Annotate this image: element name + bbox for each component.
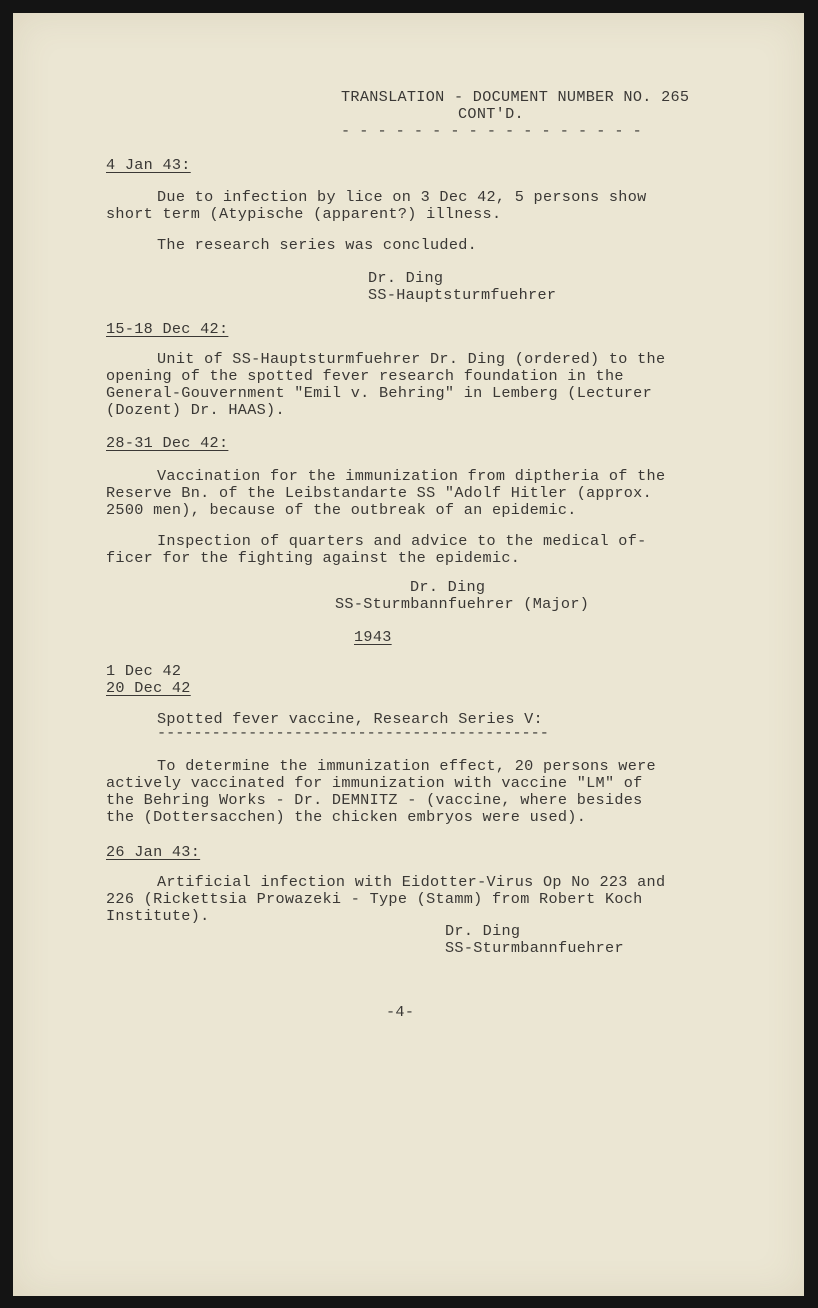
entry-text-line: General-Gouvernment "Emil v. Behring" in Lemberg (Lecturer (106, 384, 653, 402)
series-heading-rule: ------------------------------------------- (157, 724, 549, 742)
year-heading: 1943 (354, 628, 392, 646)
entry-text-line: 226 (Rickettsia Prowazeki - Type (Stamm) from Robert Koch (106, 890, 643, 908)
signature-rank: SS-Sturmbannfuehrer (445, 939, 624, 957)
entry-date: 20 Dec 42 (106, 679, 191, 697)
series-heading: Spotted fever vaccine, Research Series V: (157, 710, 543, 728)
entry-text-line: Artificial infection with Eidotter-Virus Op No 223 and (157, 873, 666, 891)
entry-date: 28-31 Dec 42: (106, 434, 229, 452)
signature-name: Dr. Ding (445, 922, 521, 940)
entry-text-line: opening of the spotted fever research foundation in the (106, 367, 624, 385)
entry-date: 15-18 Dec 42: (106, 320, 229, 338)
signature-rank: SS-Sturmbannfuehrer (Major) (335, 595, 590, 613)
entry-text-line: 2500 men), because of the outbreak of an epidemic. (106, 501, 577, 519)
entry-date: 26 Jan 43: (106, 843, 201, 861)
entry-text-line: The research series was concluded. (157, 236, 478, 254)
continued-label: CONT'D. (458, 105, 524, 123)
entry-text-line: the Behring Works - Dr. DEMNITZ - (vaccine, where besides (106, 791, 643, 809)
entry-text-line: Reserve Bn. of the Leibstandarte SS "Adolf Hitler (approx. (106, 484, 653, 502)
entry-text-line: (Dozent) Dr. HAAS). (106, 401, 285, 419)
signature-name: Dr. Ding (410, 578, 486, 596)
signature-name: Dr. Ding (368, 269, 444, 287)
signature-rank: SS-Hauptsturmfuehrer (368, 286, 557, 304)
entry-text-line: To determine the immunization effect, 20 persons were (157, 757, 656, 775)
entry-text-line: Unit of SS-Hauptsturmfuehrer Dr. Ding (ordered) to the (157, 350, 666, 368)
entry-text-line: Institute). (106, 907, 210, 925)
entry-date: 1 Dec 42 (106, 662, 182, 680)
entry-date: 4 Jan 43: (106, 156, 191, 174)
entry-text-line: Inspection of quarters and advice to the medical of- (157, 532, 647, 550)
header-dash-rule: - - - - - - - - - - - - - - - - - (341, 122, 642, 140)
document-title: TRANSLATION - DOCUMENT NUMBER NO. 265 (341, 88, 690, 106)
entry-text-line: Due to infection by lice on 3 Dec 42, 5 persons show (157, 188, 647, 206)
page-number: -4- (386, 1003, 415, 1021)
entry-text-line: actively vaccinated for immunization with vaccine "LM" of (106, 774, 643, 792)
entry-text-line: the (Dottersacchen) the chicken embryos were used). (106, 808, 587, 826)
entry-text-line: Vaccination for the immunization from diptheria of the (157, 467, 666, 485)
entry-text-line: ficer for the fighting against the epidemic. (106, 549, 521, 567)
entry-text-line: short term (Atypische (apparent?) illness. (106, 205, 502, 223)
